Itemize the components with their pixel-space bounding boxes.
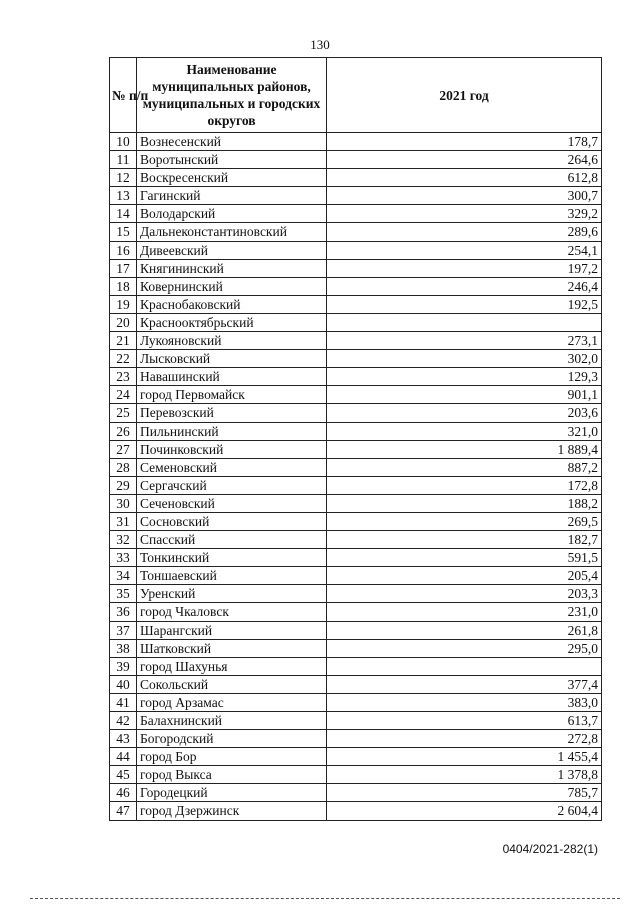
row-value: 172,8: [327, 476, 602, 494]
table-row: [110, 603, 602, 621]
row-number: 29: [110, 476, 137, 494]
row-number: 21: [110, 332, 137, 350]
table-row: [110, 295, 602, 313]
row-name: Сокольский: [137, 675, 327, 693]
table-row: [110, 422, 602, 440]
table-row: [110, 494, 602, 512]
row-name: Навашинский: [137, 368, 327, 386]
row-value: 197,2: [327, 259, 602, 277]
row-value: 129,3: [327, 368, 602, 386]
table-row: [110, 476, 602, 494]
row-number: 47: [110, 802, 137, 820]
row-number: 42: [110, 712, 137, 730]
table-row: [110, 458, 602, 476]
row-name: Сосновский: [137, 512, 327, 530]
row-value: 273,1: [327, 332, 602, 350]
row-value: 613,7: [327, 712, 602, 730]
row-number: 30: [110, 494, 137, 512]
row-number: 25: [110, 404, 137, 422]
row-number: 41: [110, 693, 137, 711]
row-name: город Арзамас: [137, 693, 327, 711]
table-row: [110, 277, 602, 295]
table-row: [110, 730, 602, 748]
table-row: [110, 404, 602, 422]
table-row: [110, 675, 602, 693]
row-name: Богородский: [137, 730, 327, 748]
row-name: Шарангский: [137, 621, 327, 639]
row-name: Сергачский: [137, 476, 327, 494]
row-name: Володарский: [137, 205, 327, 223]
row-number: 43: [110, 730, 137, 748]
row-name: Спасский: [137, 531, 327, 549]
row-name: Тонкинский: [137, 549, 327, 567]
row-number: 34: [110, 567, 137, 585]
row-value: 231,0: [327, 603, 602, 621]
table-row: [110, 531, 602, 549]
table-row: [110, 187, 602, 205]
row-name: Краснооктябрьский: [137, 313, 327, 331]
row-number: 19: [110, 295, 137, 313]
row-number: 11: [110, 151, 137, 169]
page-number: 130: [310, 37, 330, 52]
row-value: 182,7: [327, 531, 602, 549]
table-row: [110, 549, 602, 567]
row-number: 46: [110, 784, 137, 802]
row-value: 887,2: [327, 458, 602, 476]
table-row: [110, 512, 602, 530]
row-name: Тоншаевский: [137, 567, 327, 585]
row-name: Починковский: [137, 440, 327, 458]
row-number: 44: [110, 748, 137, 766]
table-row: [110, 585, 602, 603]
header-number: № п/п: [110, 58, 137, 133]
row-value: 203,3: [327, 585, 602, 603]
document-code: 0404/2021-282(1): [502, 842, 598, 856]
row-number: 22: [110, 350, 137, 368]
row-value: 295,0: [327, 639, 602, 657]
row-number: 10: [110, 133, 137, 151]
table-row: [110, 386, 602, 404]
row-value: 321,0: [327, 422, 602, 440]
row-name: город Чкаловск: [137, 603, 327, 621]
row-name: Воскресенский: [137, 169, 327, 187]
row-number: 40: [110, 675, 137, 693]
row-name: Уренский: [137, 585, 327, 603]
row-number: 45: [110, 766, 137, 784]
row-name: Ковернинский: [137, 277, 327, 295]
row-name: город Первомайск: [137, 386, 327, 404]
row-value: 269,5: [327, 512, 602, 530]
row-value: [327, 657, 602, 675]
row-number: 13: [110, 187, 137, 205]
row-name: Вознесенский: [137, 133, 327, 151]
table-row: [110, 657, 602, 675]
row-value: 591,5: [327, 549, 602, 567]
row-number: 28: [110, 458, 137, 476]
row-number: 38: [110, 639, 137, 657]
row-name: Дальнеконстантиновский: [137, 223, 327, 241]
table-row: [110, 133, 602, 151]
row-name: город Дзержинск: [137, 802, 327, 820]
row-name: Шатковский: [137, 639, 327, 657]
row-name: Воротынский: [137, 151, 327, 169]
row-name: Краснобаковский: [137, 295, 327, 313]
row-value: 1 889,4: [327, 440, 602, 458]
row-value: 785,7: [327, 784, 602, 802]
row-number: 39: [110, 657, 137, 675]
row-value: 254,1: [327, 241, 602, 259]
scan-artifact-line: [30, 898, 620, 899]
row-name: Семеновский: [137, 458, 327, 476]
table-row: [110, 205, 602, 223]
row-number: 37: [110, 621, 137, 639]
row-number: 33: [110, 549, 137, 567]
table-row: [110, 567, 602, 585]
row-name: Княгининский: [137, 259, 327, 277]
row-value: 2 604,4: [327, 802, 602, 820]
table-row: [110, 712, 602, 730]
row-number: 14: [110, 205, 137, 223]
header-year: 2021 год: [327, 58, 602, 133]
row-value: 178,7: [327, 133, 602, 151]
row-value: 261,8: [327, 621, 602, 639]
row-value: 612,8: [327, 169, 602, 187]
row-number: 16: [110, 241, 137, 259]
table-row: [110, 223, 602, 241]
table-row: [110, 241, 602, 259]
row-number: 18: [110, 277, 137, 295]
row-value: 329,2: [327, 205, 602, 223]
table-row: [110, 151, 602, 169]
row-value: 901,1: [327, 386, 602, 404]
row-value: 289,6: [327, 223, 602, 241]
row-value: 302,0: [327, 350, 602, 368]
row-number: 31: [110, 512, 137, 530]
table-row: [110, 621, 602, 639]
table-body: [110, 133, 602, 821]
row-value: 383,0: [327, 693, 602, 711]
header-name: Наименование муниципальных районов, муниципальных и городских округов: [137, 58, 327, 133]
row-value: 205,4: [327, 567, 602, 585]
table-row: [110, 748, 602, 766]
row-value: [327, 313, 602, 331]
row-value: 264,6: [327, 151, 602, 169]
row-name: Балахнинский: [137, 712, 327, 730]
row-number: 36: [110, 603, 137, 621]
table-row: [110, 313, 602, 331]
row-name: город Выкса: [137, 766, 327, 784]
row-name: Лукояновский: [137, 332, 327, 350]
row-value: 188,2: [327, 494, 602, 512]
table-row: [110, 440, 602, 458]
row-value: 203,6: [327, 404, 602, 422]
row-name: Сеченовский: [137, 494, 327, 512]
row-value: 1 378,8: [327, 766, 602, 784]
row-number: 17: [110, 259, 137, 277]
row-value: 192,5: [327, 295, 602, 313]
table-row: [110, 639, 602, 657]
table-header-row: [110, 58, 602, 133]
row-number: 27: [110, 440, 137, 458]
table-row: [110, 784, 602, 802]
row-name: город Бор: [137, 748, 327, 766]
row-name: Пильнинский: [137, 422, 327, 440]
row-name: город Шахунья: [137, 657, 327, 675]
row-value: 272,8: [327, 730, 602, 748]
row-value: 300,7: [327, 187, 602, 205]
row-number: 35: [110, 585, 137, 603]
row-value: 246,4: [327, 277, 602, 295]
table-row: [110, 368, 602, 386]
row-name: Гагинский: [137, 187, 327, 205]
row-value: 377,4: [327, 675, 602, 693]
table-row: [110, 169, 602, 187]
row-number: 20: [110, 313, 137, 331]
data-table: [109, 57, 602, 821]
table-row: [110, 693, 602, 711]
row-number: 24: [110, 386, 137, 404]
row-number: 32: [110, 531, 137, 549]
table-row: [110, 802, 602, 820]
row-name: Дивеевский: [137, 241, 327, 259]
table-row: [110, 259, 602, 277]
row-number: 15: [110, 223, 137, 241]
table-row: [110, 766, 602, 784]
row-name: Перевозский: [137, 404, 327, 422]
row-number: 26: [110, 422, 137, 440]
row-name: Лысковский: [137, 350, 327, 368]
table-row: [110, 350, 602, 368]
row-value: 1 455,4: [327, 748, 602, 766]
row-number: 23: [110, 368, 137, 386]
row-number: 12: [110, 169, 137, 187]
table-row: [110, 332, 602, 350]
row-name: Городецкий: [137, 784, 327, 802]
